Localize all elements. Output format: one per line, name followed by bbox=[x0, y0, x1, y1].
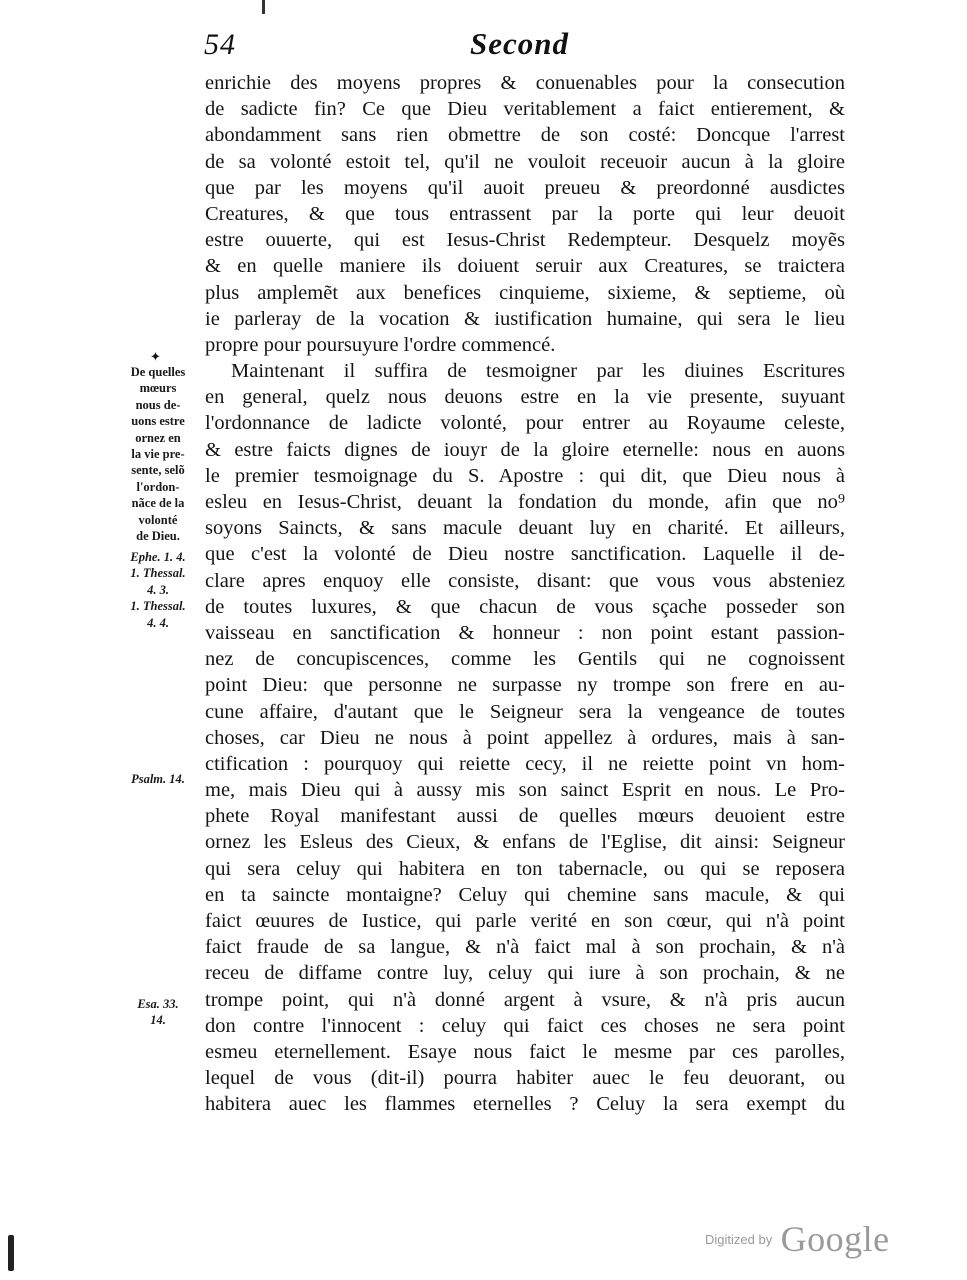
margin-line: De quelles bbox=[130, 365, 186, 379]
scan-binding-mark-bottom bbox=[8, 1235, 14, 1271]
google-logo: Google bbox=[780, 1219, 890, 1259]
running-title: Second bbox=[470, 26, 569, 61]
margin-line: 4. 3. bbox=[147, 582, 169, 597]
text-line: propre pour poursuyure l'ordre commencé. bbox=[205, 333, 556, 356]
text-line: lequel de vous (dit-il) pourra habiter auec le feu deuorant, ou bbox=[205, 1067, 845, 1090]
text-line: l'ordonnance de ladicte volonté, pour entrer au Royaume celeste, bbox=[205, 412, 845, 435]
scan-binding-mark-top bbox=[262, 0, 265, 14]
text-line: don contre l'innocent : celuy qui faict ces choses ne sera point bbox=[205, 1014, 845, 1037]
text-line: soyons Saincts, & sans macule deuant luy en charité. Et ailleurs, bbox=[205, 517, 845, 540]
text-line: le premier tesmoignage du S. Apostre : qui dit, que Dieu nous à bbox=[205, 464, 845, 487]
text-line: enrichie des moyens propres & conuenables pour la consecution bbox=[205, 72, 845, 94]
text-line: point Dieu: que personne ne surpasse ny trompe son frere en au- bbox=[205, 674, 845, 697]
text-line: me, mais Dieu qui à aussy mis son sainct Esprit en nous. Le Pro- bbox=[205, 779, 845, 802]
text-line: choses, car Dieu ne nous à point appellez à ordures, mais à san- bbox=[205, 726, 845, 749]
text-line: Creatures, & que tous entrassent par la porte qui leur deuoit bbox=[205, 202, 845, 225]
text-line: phete Royal manifestant aussi de quelles mœurs deuoient estre bbox=[205, 805, 845, 828]
margin-line: mœurs bbox=[139, 381, 177, 396]
margin-line: nãce de la bbox=[131, 496, 185, 511]
text-line: ornez les Esleus des Cieux, & enfans de l'Eglise, dit ainsi: Seigneur bbox=[205, 831, 845, 854]
text-line: de sadicte fin? Ce que Dieu veritablement a faict entierement, & bbox=[205, 98, 845, 121]
margin-scripture-refs bbox=[112, 549, 204, 631]
text-line: vaisseau en sanctification & honneur : non point estant passion- bbox=[205, 621, 845, 644]
text-line: esleu en Iesus-Christ, deuant la fondation du monde, afin que no⁹ bbox=[205, 491, 845, 513]
page-header bbox=[200, 24, 840, 64]
text-line: ctification : pourquoy qui reiette cecy, il ne reiette point vn hom- bbox=[205, 752, 845, 775]
text-line: faict fraude de sa langue, & n'à faict mal à son prochain, & n'à bbox=[205, 936, 845, 959]
text-line: de sa volonté estoit tel, qu'il ne vouloit receuoir aucun à la gloire bbox=[205, 150, 845, 173]
margin-line: la vie pre- bbox=[131, 447, 185, 462]
margin-line: volonté bbox=[138, 512, 178, 527]
digitized-by-google-watermark bbox=[705, 1218, 890, 1260]
margin-line: ornez en bbox=[135, 430, 181, 445]
margin-line: Esa. 33. bbox=[137, 997, 179, 1011]
text-line: habitera auec les flammes eternelles ? Celuy la sera exempt du bbox=[205, 1093, 845, 1116]
text-line: receu de diffame contre luy, celuy qui iure à son prochain, & ne bbox=[205, 962, 845, 985]
watermark-prefix: Digitized by bbox=[705, 1231, 773, 1247]
text-line: plus amplemẽt aux benefices cinquieme, sixieme, & septieme, où bbox=[205, 281, 845, 304]
margin-line: 4. 4. bbox=[147, 615, 169, 630]
text-line: que c'est la volonté de Dieu nostre sanctification. Laquelle il de- bbox=[205, 543, 845, 566]
margin-line: Ephe. 1. 4. bbox=[130, 550, 186, 564]
text-line: ie parleray de la vocation & iustification humaine, qui sera le lieu bbox=[205, 307, 845, 330]
margin-note bbox=[112, 364, 204, 544]
margin-ref-line: Psalm. 14. bbox=[131, 772, 185, 786]
text-line: abondamment sans rien obmettre de son costé: Doncque l'arrest bbox=[205, 124, 845, 147]
text-line: clare apres enquoy elle consiste, disant: que vous vous absteniez bbox=[205, 569, 845, 592]
text-line: cune affaire, d'autant que le Seigneur sera la vengeance de toutes bbox=[205, 700, 845, 723]
text-line: qui sera celuy qui habitera en ton tabernacle, ou qui se reposera bbox=[205, 857, 845, 880]
text-line: & estre faicts dignes de iouyr de la gloire eternelle: nous en auons bbox=[205, 438, 845, 461]
margin-line: 1. Thessal. bbox=[130, 566, 186, 581]
margin-line: sente, selõ bbox=[131, 463, 185, 478]
page-number: 54 bbox=[204, 28, 236, 61]
text-line: trompe point, qui n'à donné argent à vsure, & n'à pris aucun bbox=[205, 988, 845, 1011]
margin-line: uons estre bbox=[131, 414, 185, 429]
text-line: & en quelle maniere ils doiuent seruir aux Creatures, se traictera bbox=[205, 255, 845, 278]
margin-line: nous de- bbox=[135, 397, 181, 412]
text-line: de toutes luxures, & que chacun de vous sçache posseder son bbox=[205, 595, 845, 618]
text-line: Maintenant il suffira de tesmoigner par les diuines Escritures bbox=[231, 360, 845, 383]
margin-line: l'ordon- bbox=[136, 479, 180, 494]
text-line: esmeu eternellement. Esaye nous faict le mesme par ces parolles, bbox=[205, 1040, 845, 1063]
margin-line: de Dieu. bbox=[136, 529, 180, 544]
text-line: que par les moyens qu'il auoit preueu & preordonné ausdictes bbox=[205, 176, 845, 199]
text-line: faict œuures de Iustice, qui parle verité en son cœur, qui n'à point bbox=[205, 910, 845, 932]
margin-line: 1. Thessal. bbox=[130, 599, 186, 614]
main-text-block bbox=[205, 70, 845, 1118]
paragraph-marker-icon: ✦ bbox=[150, 349, 161, 364]
text-line: en general, quelz nous deuons estre en la vie presente, suyuant bbox=[205, 386, 845, 409]
text-line: en ta saincte montaigne? Celuy qui chemine sans macule, & qui bbox=[205, 883, 845, 906]
text-line: estre ouuerte, qui est Iesus-Christ Redempteur. Desquelz moyẽs bbox=[205, 229, 845, 252]
text-line: nez de concupiscences, comme les Gentils qui ne cognoissent bbox=[205, 648, 845, 671]
margin-line: 14. bbox=[150, 1013, 166, 1028]
margin-ref-esaie bbox=[112, 996, 204, 1029]
margin-ref-psalm bbox=[112, 771, 204, 787]
